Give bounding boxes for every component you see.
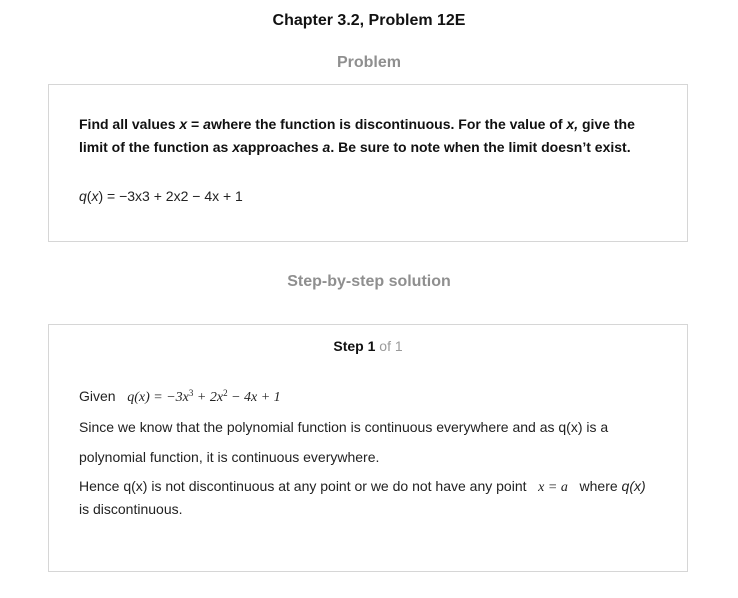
solution-heading: Step-by-step solution bbox=[287, 273, 451, 290]
function-definition: q(x) = −3x3 + 2x2 − 4x + 1 bbox=[79, 188, 243, 204]
given-equation: $q(x) = -3x^3 + 2x^2 - 4x + 1$ bbox=[127, 388, 281, 405]
problem-card bbox=[48, 84, 688, 242]
step-label: Step 1 bbox=[333, 338, 376, 354]
solution-line-hence: Hence q(x) is not discontinuous at any point or we do not have any point x = a where q(x) bbox=[79, 478, 646, 495]
problem-statement: Find all values x = awhere the function is discontinuous. For the value of x, give the limit of the function as xapproaches a. Be sure to note when the limit doesn’t exist. bbox=[79, 116, 635, 155]
page-title: Chapter 3.2, Problem 12E bbox=[272, 12, 466, 29]
point-equation: x = a bbox=[538, 480, 568, 495]
solution-card bbox=[48, 324, 688, 572]
solution-line-since: Since we know that the polynomial function is continuous everywhere and as q(x) is a bbox=[79, 419, 609, 435]
step-count: of 1 bbox=[379, 338, 403, 354]
step-header bbox=[49, 338, 687, 354]
solution-line-discontinuous: is discontinuous. bbox=[79, 501, 183, 517]
given-line bbox=[79, 388, 281, 406]
given-label: Given bbox=[79, 388, 116, 404]
problem-heading: Problem bbox=[336, 54, 401, 71]
solution-line-polynomial: polynomial function, it is continuous everywhere. bbox=[79, 449, 380, 465]
